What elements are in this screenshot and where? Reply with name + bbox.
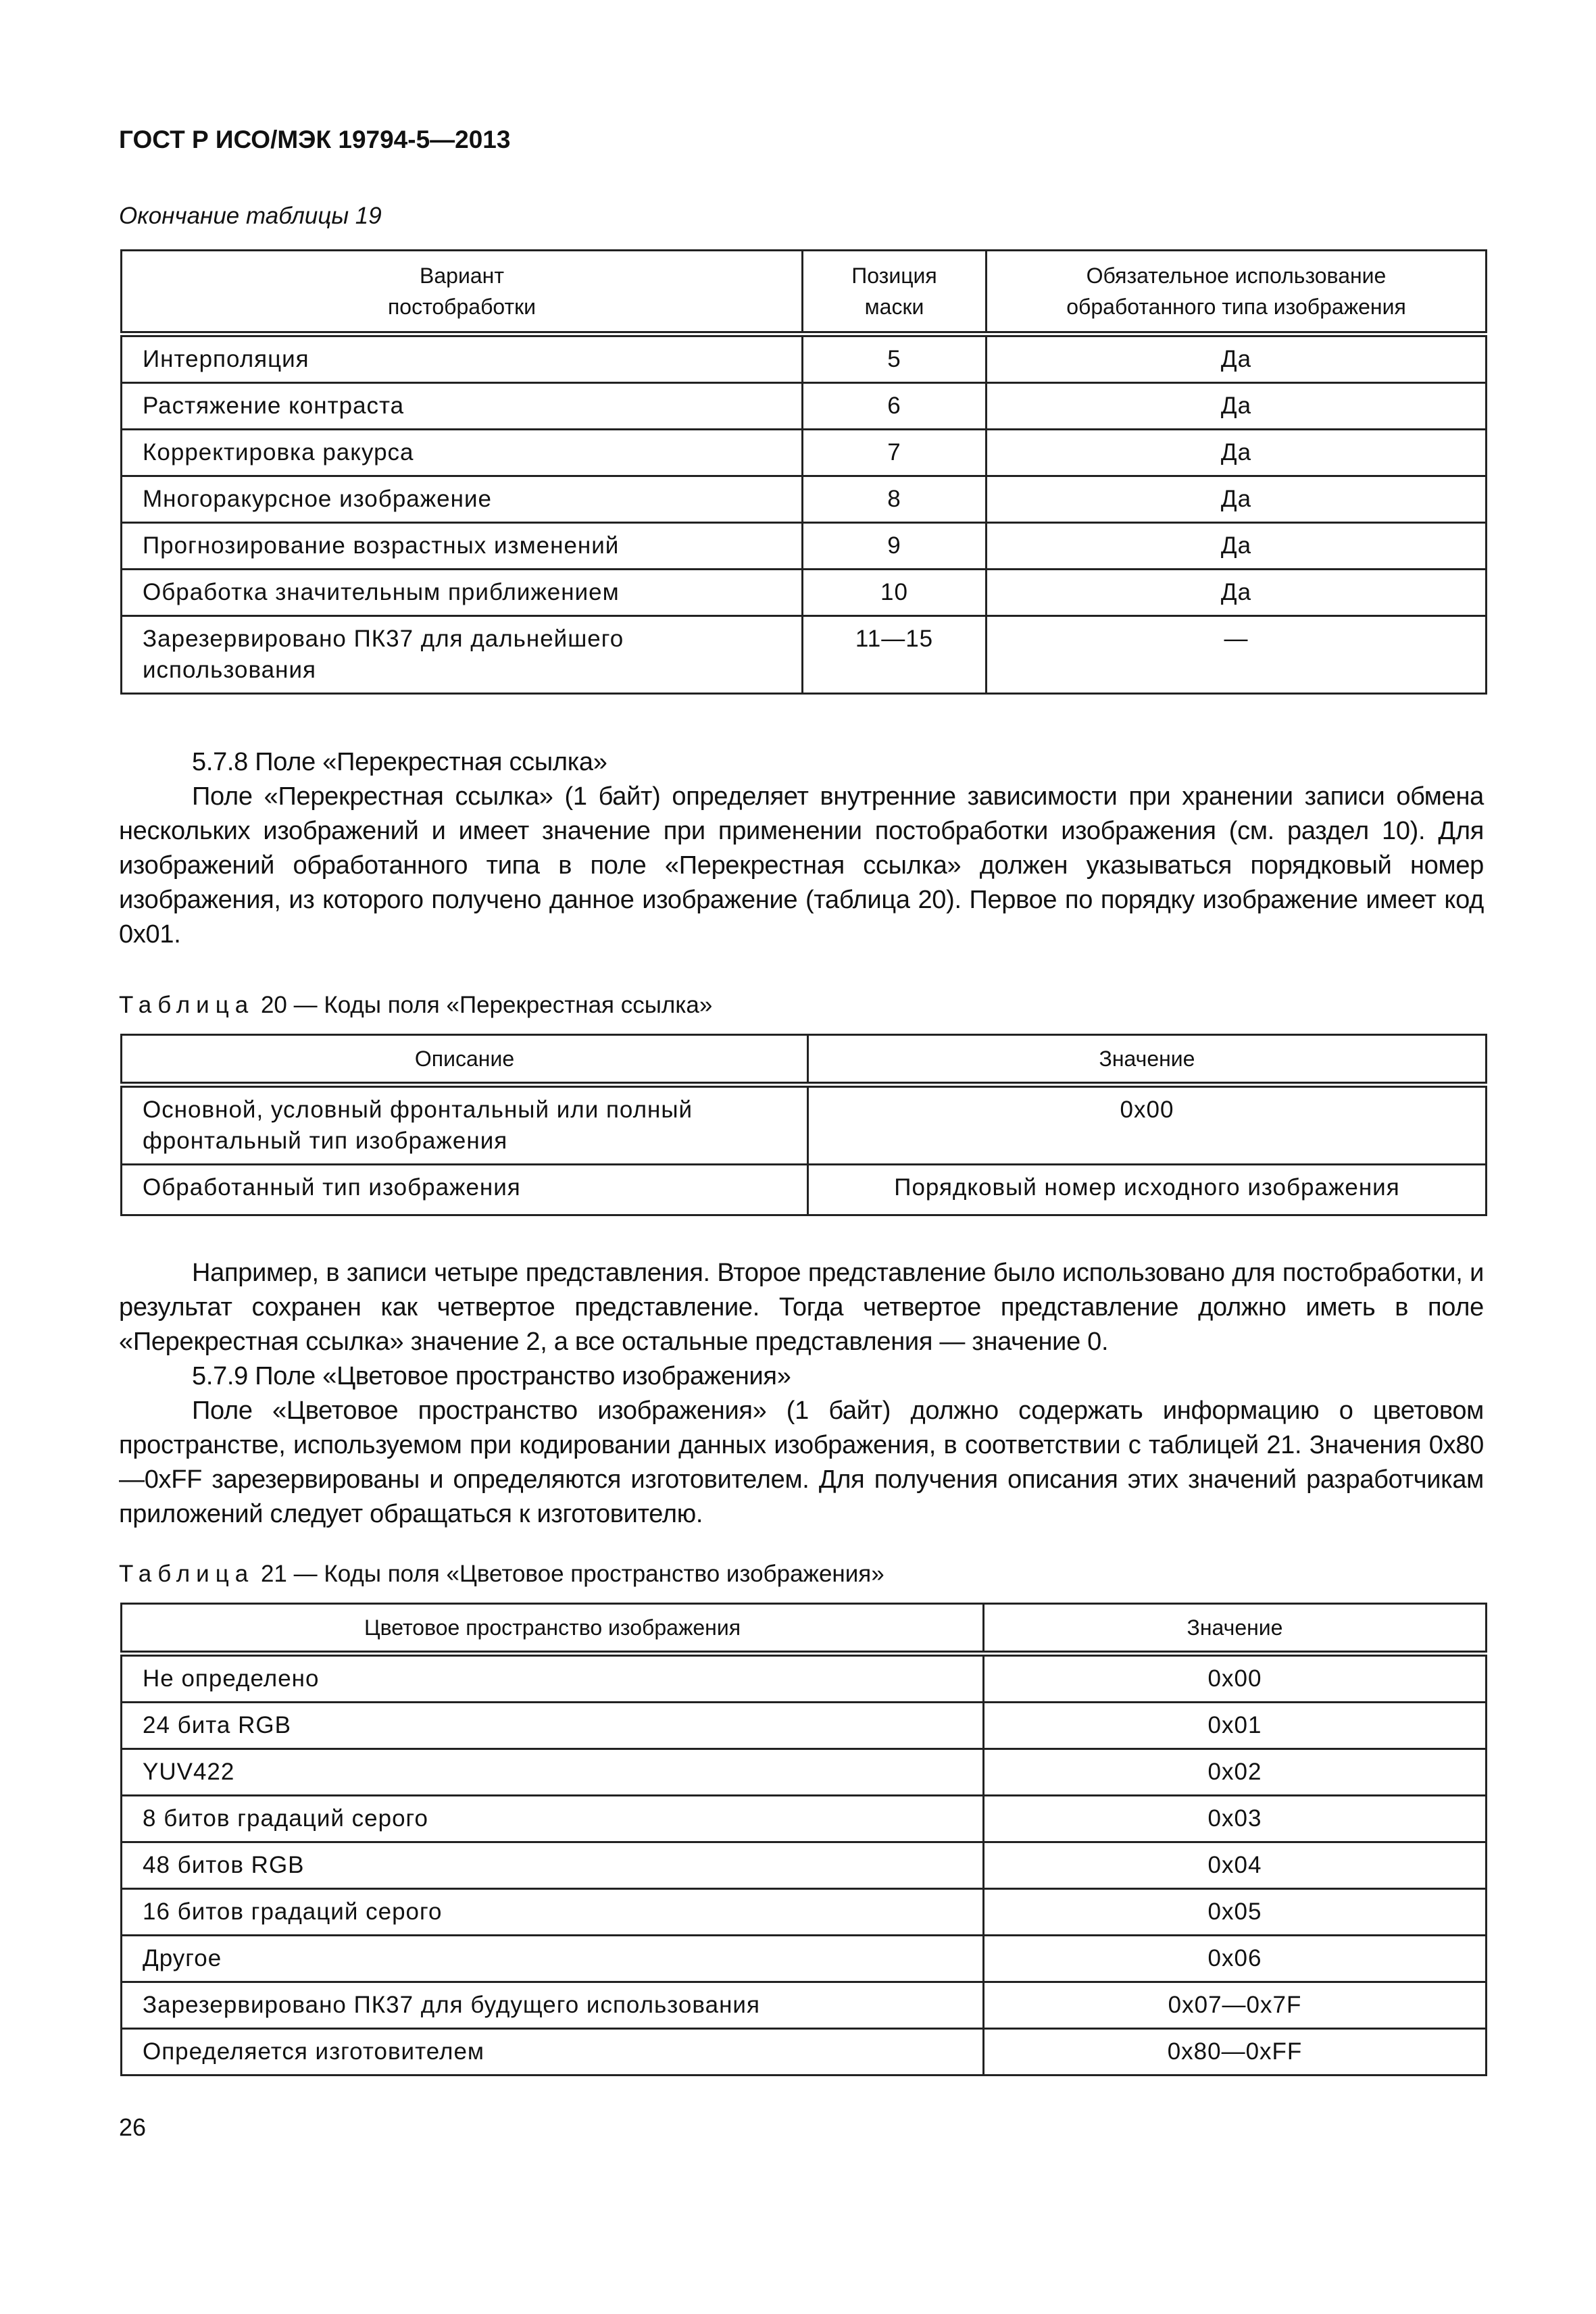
table20-col-description: Описание	[122, 1035, 808, 1085]
table-cell: Зарезервировано ПК37 для будущего использования	[122, 1982, 984, 2029]
table-cell: 11—15	[803, 616, 987, 694]
table-cell: Обработка значительным приближением	[122, 570, 803, 616]
table-cell: 0x00	[984, 1654, 1487, 1703]
table-cell: Прогнозирование возрастных изменений	[122, 523, 803, 570]
table-cell: 0x00	[808, 1085, 1487, 1165]
table20-caption-prefix: Таблица	[119, 992, 255, 1018]
table-cell: YUV422	[122, 1749, 984, 1796]
table-cell: Да	[987, 383, 1487, 430]
section-5-7-9-heading: 5.7.9 Поле «Цветовое пространство изображения»	[192, 1362, 791, 1390]
table19-col-mandatory: Обязательное использование обработанного типа изображения	[987, 251, 1487, 334]
table-cell: Да	[987, 430, 1487, 476]
table-cell: Определяется изготовителем	[122, 2029, 984, 2076]
table-cell: 0x07—0x7F	[984, 1982, 1487, 2029]
table-row	[122, 1703, 1487, 1749]
table-cell: Порядковый номер исходного изображения	[808, 1165, 1487, 1215]
table-cell: Да	[987, 476, 1487, 523]
table-cell: 9	[803, 523, 987, 570]
table21-caption	[119, 1561, 884, 1588]
table-19	[120, 249, 1487, 695]
table-cell: —	[987, 616, 1487, 694]
table20-col-value: Значение	[808, 1035, 1487, 1085]
table-cell: 0x80—0xFF	[984, 2029, 1487, 2076]
document-header: ГОСТ Р ИСО/МЭК 19794-5—2013	[119, 126, 511, 153]
table21-caption-rest: 21 — Коды поля «Цветовое пространство изображения»	[254, 1561, 884, 1587]
table-row	[122, 1936, 1487, 1982]
table-cell: Растяжение контраста	[122, 383, 803, 430]
table-cell: Интерполяция	[122, 334, 803, 383]
table-row	[122, 383, 1487, 430]
page-number: 26	[119, 2113, 147, 2141]
table-cell: Корректировка ракурса	[122, 430, 803, 476]
table-cell: 48 битов RGB	[122, 1842, 984, 1889]
table-cell: 0x06	[984, 1936, 1487, 1982]
table-cell: Да	[987, 334, 1487, 383]
table19-col-position: Позиция маски	[803, 251, 987, 334]
table-row	[122, 430, 1487, 476]
table-cell: 6	[803, 383, 987, 430]
table-cell: 0x05	[984, 1889, 1487, 1936]
table-cell: Не определено	[122, 1654, 984, 1703]
table-row	[122, 1889, 1487, 1936]
table19-caption: Окончание таблицы 19	[119, 203, 382, 229]
section-5-7-8-text: Поле «Перекрестная ссылка» (1 байт) определяет внутренние зависимости при хранении записи обмена нескольких изображений и имеет значение при применении постобработки изображения (см. раздел 10). Для изображений обработанного типа в поле «Перекрестная ссылка» должен указываться порядковый номер изображения, из которого получено данное изображение (таблица 20). Первое по порядку изображение имеет код 0x01.	[119, 782, 1484, 949]
table-cell: 0x02	[984, 1749, 1487, 1796]
table-cell: 10	[803, 570, 987, 616]
table-cell: 24 бита RGB	[122, 1703, 984, 1749]
table-cell: Зарезервировано ПК37 для дальнейшего использования	[122, 616, 803, 694]
table-row	[122, 1654, 1487, 1703]
table-21	[120, 1603, 1487, 2076]
table-cell: 16 битов градаций серого	[122, 1889, 984, 1936]
table-row	[122, 1982, 1487, 2029]
table-cell: Да	[987, 570, 1487, 616]
table-cell: 5	[803, 334, 987, 383]
table-row	[122, 334, 1487, 383]
table-row	[122, 1749, 1487, 1796]
table-row	[122, 1165, 1487, 1215]
table-20	[120, 1034, 1487, 1216]
table20-caption	[119, 992, 712, 1019]
table21-caption-prefix: Таблица	[119, 1561, 255, 1587]
table-cell: Другое	[122, 1936, 984, 1982]
table-row	[122, 523, 1487, 570]
table-cell: 8 битов градаций серого	[122, 1796, 984, 1842]
table20-caption-rest: 20 — Коды поля «Перекрестная ссылка»	[254, 992, 713, 1018]
table-cell: 8	[803, 476, 987, 523]
table21-col-colorspace: Цветовое пространство изображения	[122, 1604, 984, 1654]
table21-col-value: Значение	[984, 1604, 1487, 1654]
table-cell: 0x03	[984, 1796, 1487, 1842]
table19-col-variant: Вариант постобработки	[122, 251, 803, 334]
section-5-7-8-heading: 5.7.8 Поле «Перекрестная ссылка»	[192, 748, 607, 776]
table-row	[122, 2029, 1487, 2076]
table-row	[122, 570, 1487, 616]
table-cell: 0x01	[984, 1703, 1487, 1749]
table-row	[122, 476, 1487, 523]
table-cell: Обработанный тип изображения	[122, 1165, 808, 1215]
example-paragraph: Например, в записи четыре представления. Второе представление было использовано для постобработки, и результат сохранен как четвертое представление. Тогда четвертое представление должно иметь в поле «Перекрестная ссылка» значение 2, а все остальные представления — значение 0.	[119, 1259, 1484, 1356]
section-5-7-9-text: Поле «Цветовое пространство изображения» (1 байт) должно содержать информацию о цветовом пространстве, используемом при кодировании данных изображения, в соответствии с таблицей 21. Значения 0x80—0xFF зарезервированы и определяются изготовителем. Для получения описания этих значений разработчикам приложений следует обращаться к изготовителю.	[119, 1397, 1484, 1528]
table-row	[122, 1842, 1487, 1889]
table-row	[122, 1085, 1487, 1165]
table-row	[122, 616, 1487, 694]
table-cell: Да	[987, 523, 1487, 570]
table-cell: Многоракурсное изображение	[122, 476, 803, 523]
table-cell: Основной, условный фронтальный или полный фронтальный тип изображения	[122, 1085, 808, 1165]
table-row	[122, 1796, 1487, 1842]
table-cell: 0x04	[984, 1842, 1487, 1889]
table-cell: 7	[803, 430, 987, 476]
